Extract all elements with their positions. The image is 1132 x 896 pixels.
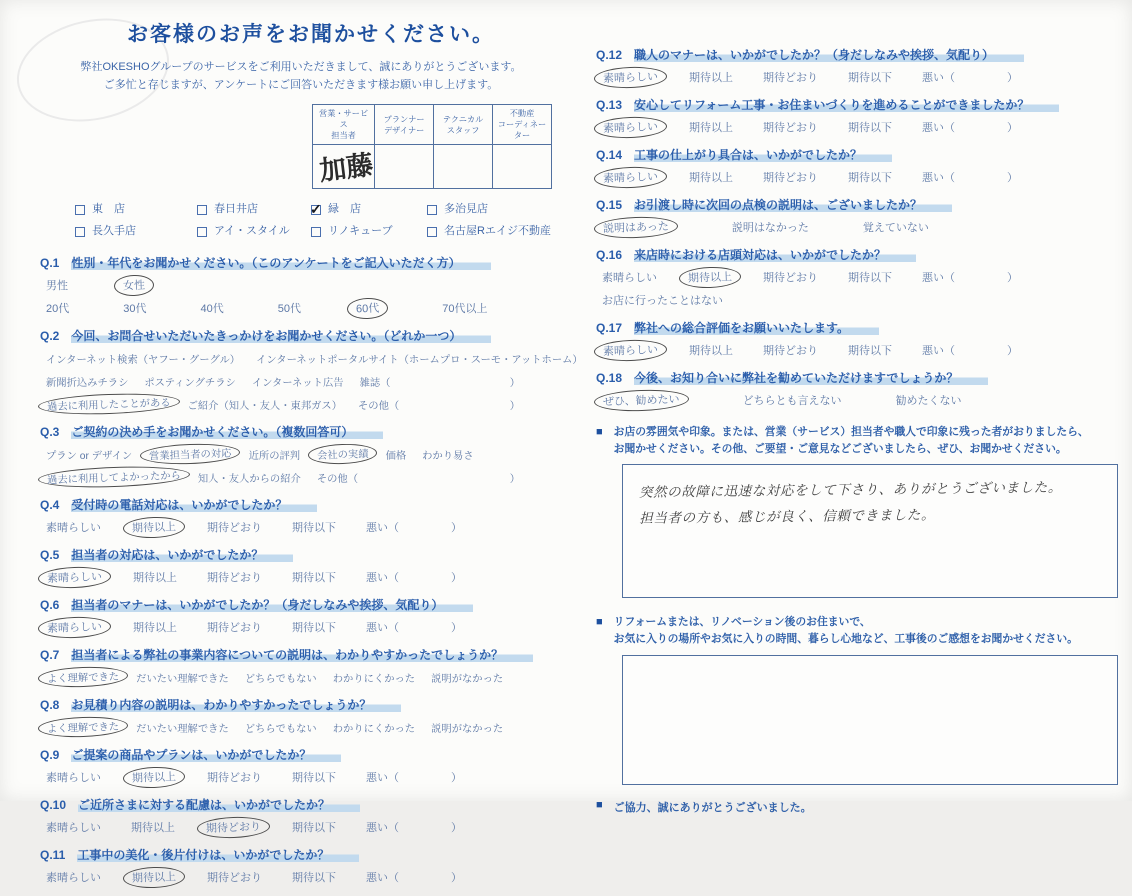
question-title: お見積り内容の説明は、わかりやすかったでしょうか？ [71, 698, 401, 712]
option: 期待どおり [763, 345, 818, 357]
option: 期待どおり [207, 872, 262, 885]
store-option [311, 221, 427, 242]
comment-section-impressions [596, 424, 1124, 598]
question-number: Q.4 [40, 498, 60, 513]
comment-header-line-2: お気に入りの場所やお気に入りの時間、暮らし心地など、工事後のご感想をお聞かせください。 [613, 633, 1078, 646]
close-paren: ） [509, 400, 520, 412]
option-circled: 説明はあった [594, 215, 679, 239]
question-header [596, 369, 1124, 386]
question-number: Q.9 [40, 748, 60, 763]
option: 悪い（ [366, 872, 399, 885]
question-header [40, 327, 552, 344]
option-circled: 過去に利用したことがある [38, 392, 180, 417]
question-title: ご近所さまに対する配慮は、いかがでしたか？ [78, 798, 360, 812]
comment-section-text [614, 424, 1089, 457]
option: 悪い（ [366, 572, 399, 585]
option-row [46, 869, 492, 885]
checkbox [75, 205, 85, 215]
option: 勧めたくない [895, 395, 962, 407]
checkbox [310, 201, 322, 218]
comment-header-line-2: お聞かせください。その他、ご要望・ご意見などございましたら、ぜひ、お聞かせください。 [613, 442, 1067, 455]
question-block [40, 796, 552, 835]
option: 悪い（ [922, 172, 955, 184]
option: ご紹介（知人・友人・東邦ガス） [187, 400, 343, 412]
checkbox [311, 227, 321, 237]
question-block [596, 146, 1124, 185]
option: わかりにくかった [332, 723, 416, 735]
option-circled: 素晴らしい [594, 115, 668, 139]
store-label: アイ・スタイル [214, 224, 290, 237]
store-label: 緑 店 [328, 203, 361, 216]
left-column [40, 8, 583, 896]
staff-cell-planner [375, 145, 434, 189]
question-block [40, 546, 552, 585]
option: 期待以上 [689, 345, 733, 357]
store-row [75, 199, 552, 220]
option: 悪い（ [922, 122, 955, 134]
question-header [40, 796, 552, 813]
option: 覚えていない [862, 222, 929, 234]
question-header [40, 254, 552, 271]
intro-line-2: ご多忙と存じますが、アンケートにご回答いただきます様お願い申し上げます。 [103, 79, 499, 92]
question-block [40, 423, 552, 485]
option-circled: 営業担当者の対応 [140, 443, 241, 466]
option: 素晴らしい [46, 772, 101, 785]
page-title: お客様のお声をお聞かせください。 [127, 23, 495, 46]
option: 悪い（ [922, 345, 955, 357]
question-header [40, 496, 552, 513]
option: 期待以上 [689, 122, 733, 134]
option-row [46, 277, 492, 293]
question-block [40, 846, 552, 885]
question-block [40, 254, 552, 316]
option: 期待どおり [763, 172, 818, 184]
comment-section-header [596, 424, 1124, 457]
option: お店に行ったことはない [602, 295, 723, 307]
option-row [602, 292, 1048, 308]
close-paren: ） [451, 522, 462, 535]
option-circled: 素晴らしい [594, 65, 668, 89]
question-block [596, 369, 1124, 408]
question-block [40, 596, 552, 635]
question-number: Q.8 [40, 698, 60, 713]
question-header [40, 696, 552, 713]
staff-col-label: デザイナー [383, 125, 425, 135]
store-row [75, 221, 552, 242]
option: その他（ [316, 473, 359, 485]
option: 悪い（ [366, 622, 399, 635]
option: 悪い（ [922, 72, 955, 84]
question-block [40, 646, 552, 685]
store-label: 春日井店 [214, 203, 258, 216]
store-option [197, 221, 311, 242]
option-row [46, 300, 492, 316]
question-title: 今後、お知り合いに弊社を勧めていただけますでしょうか？ [634, 371, 988, 385]
option: 説明がなかった [431, 673, 504, 685]
close-paren: ） [451, 872, 462, 885]
staff-col-label: コーディネーター [497, 120, 547, 141]
question-block [596, 196, 1124, 235]
question-number: Q.17 [596, 321, 623, 335]
question-title: 担当者の対応は、いかがでしたか？ [71, 548, 293, 562]
question-number: Q.16 [596, 248, 623, 262]
option-row [46, 669, 536, 685]
question-header [596, 196, 1124, 213]
square-bullet-icon: ■ [596, 426, 603, 438]
question-number: Q.11 [40, 848, 66, 863]
store-option [311, 199, 427, 220]
option: 期待どおり [763, 72, 818, 84]
option-circled: 期待以上 [679, 265, 742, 288]
store-option [427, 199, 488, 220]
option: インターネットポータルサイト（ホームプロ・スーモ・アットホーム） [256, 354, 583, 366]
close-paren: ） [509, 473, 520, 485]
staff-table-header-row [313, 105, 552, 145]
question-title: 職人のマナーは、いかがでしたか？（身だしなみや挨拶、気配り） [634, 48, 1024, 62]
question-number: Q.12 [596, 48, 623, 62]
closing-row [596, 799, 1124, 815]
option: 20代 [46, 303, 70, 316]
close-paren: ） [1007, 122, 1018, 134]
option: 説明がなかった [431, 723, 504, 735]
staff-col-technical [434, 105, 493, 145]
questions-right [596, 46, 1124, 408]
option-row [602, 119, 1048, 135]
check-mark-icon: ✓ [310, 201, 322, 218]
option-row [46, 446, 536, 462]
question-block [596, 96, 1124, 135]
question-title: ご提案の商品やプランは、いかがでしたか？ [71, 748, 341, 762]
option-circled: 素晴らしい [594, 165, 668, 189]
option: わかりにくかった [332, 673, 416, 685]
question-title: 受付時の電話対応は、いかがでしたか？ [71, 498, 317, 512]
question-number: Q.2 [40, 329, 60, 344]
handwritten-comment-line-2: 担当者の方も、感じが良く、信頼できました。 [639, 507, 936, 528]
option-circled: よく理解できた [38, 666, 129, 689]
option: 素晴らしい [46, 872, 101, 885]
option: 悪い（ [922, 272, 955, 284]
option: 期待どおり [207, 772, 262, 785]
option-circled: 期待以上 [123, 766, 186, 789]
question-block [596, 46, 1124, 85]
option-circled: ぜひ、勧めたい [594, 388, 689, 412]
store-label: 名古屋Rエイジ不動産 [444, 224, 551, 237]
question-title: ご契約の決め手をお聞かせください。（複数回答可） [71, 425, 383, 439]
checkbox [427, 227, 437, 237]
option-row [602, 169, 1048, 185]
option-circled: 期待以上 [123, 866, 186, 889]
option-circled: 60代 [347, 297, 389, 319]
question-number: Q.6 [40, 598, 60, 613]
option-circled: 女性 [114, 274, 155, 296]
option: 期待どおり [207, 622, 262, 635]
question-header [40, 423, 552, 440]
option: 50代 [277, 303, 301, 316]
option: だいたい理解できた [136, 723, 229, 735]
option: 期待以下 [292, 872, 336, 885]
store-option [75, 221, 197, 242]
option-row [46, 719, 536, 735]
option-row [602, 269, 1048, 285]
option-circled: 過去に利用してよかったから [38, 465, 190, 490]
comment-section-after-renovation [596, 614, 1124, 784]
option: 男性 [46, 280, 68, 293]
option: 期待以下 [848, 72, 892, 84]
option: 期待以上 [133, 622, 177, 635]
option-row [46, 769, 492, 785]
close-paren: ） [451, 822, 462, 835]
comment-section-header [596, 614, 1124, 647]
option: 近所の評判 [248, 450, 301, 462]
question-title: 弊社への総合評価をお願いいたします。 [634, 321, 879, 335]
checkbox [427, 205, 437, 215]
staff-col-label: テクニカル [442, 114, 484, 124]
option: 素晴らしい [46, 522, 101, 535]
option: 40代 [200, 303, 224, 316]
staff-col-label: 営業・サービス [319, 109, 369, 130]
option: 30代 [123, 303, 147, 316]
option-row [46, 819, 492, 835]
question-number: Q.14 [596, 148, 623, 162]
option: 価格 [385, 450, 407, 462]
staff-col-label: 不動産 [509, 109, 535, 119]
questions-left [40, 254, 583, 885]
question-title: 担当者のマナーは、いかがでしたか？（身だしなみや挨拶、気配り） [71, 598, 473, 612]
question-title: 担当者による弊社の事業内容についての説明は、わかりやすかったでしょうか？ [71, 648, 533, 662]
question-block [596, 319, 1124, 358]
option-circled: 会社の実績 [308, 443, 378, 465]
handwritten-signature: 加藤 [317, 149, 376, 188]
question-number: Q.15 [596, 198, 623, 212]
option-row [46, 469, 536, 485]
option: どちらでもない [244, 723, 317, 735]
staff-cell-sales [313, 145, 375, 189]
question-number: Q.1 [40, 256, 60, 271]
staff-col-label: プランナー [383, 114, 425, 124]
store-option [75, 199, 197, 220]
staff-col-label: 担当者 [331, 131, 356, 141]
staff-cell-realestate [493, 145, 552, 189]
question-header [596, 319, 1124, 336]
option: インターネット検索（ヤフー・グーグル） [46, 354, 241, 366]
staff-col-sales [313, 105, 375, 145]
handwritten-comment [623, 462, 1118, 533]
option: 新聞折込みチラシ [46, 377, 129, 389]
option: 期待以上 [689, 72, 733, 84]
close-paren: ） [451, 572, 462, 585]
option: わかり易さ [422, 450, 474, 462]
option: 期待以下 [848, 272, 892, 284]
option-row [602, 392, 1048, 408]
option: どちらとも言えない [742, 395, 842, 407]
option-row [46, 619, 492, 635]
square-bullet-icon: ■ [596, 616, 603, 629]
staff-table-entry-row [313, 145, 552, 189]
option: 期待以上 [133, 572, 177, 585]
option: 期待以下 [848, 345, 892, 357]
option: 期待どおり [763, 122, 818, 134]
question-number: Q.18 [596, 371, 623, 385]
handwritten-comment-line-1: 突然の故障に迅速な対応をして下さり、ありがとうございました。 [638, 480, 1062, 502]
store-checkbox-group [75, 199, 552, 242]
question-header [596, 246, 1124, 263]
question-title: 工事の仕上がり具合は、いかがでしたか？ [634, 148, 892, 162]
option: 雑誌（ [359, 377, 391, 389]
question-title: お引渡し時に次回の点検の説明は、ございましたか？ [634, 198, 952, 212]
option: 期待以下 [848, 122, 892, 134]
option-circled: 期待以上 [123, 516, 186, 539]
option-row [602, 342, 1048, 358]
option: インターネット広告 [251, 377, 344, 389]
option: プラン or デザイン [46, 450, 133, 462]
close-paren: ） [509, 377, 520, 389]
store-option [427, 221, 551, 242]
square-bullet-icon: ■ [596, 798, 603, 811]
question-header [596, 146, 1124, 163]
option-row [46, 519, 492, 535]
staff-col-planner [375, 105, 434, 145]
comment-box-impressions [622, 464, 1118, 598]
close-paren: ） [1007, 172, 1018, 184]
option-circled: 素晴らしい [38, 616, 112, 640]
question-block [40, 696, 552, 735]
store-label: 東 店 [92, 203, 125, 216]
close-paren: ） [451, 772, 462, 785]
option-circled: 素晴らしい [38, 566, 112, 590]
question-number: Q.13 [596, 98, 623, 112]
question-block [40, 327, 583, 414]
option: 悪い（ [366, 822, 399, 835]
question-block [40, 746, 552, 785]
option: どちらでもない [244, 673, 317, 685]
option: 期待どおり [763, 272, 818, 284]
question-number: Q.3 [40, 425, 60, 440]
option: 期待以下 [292, 772, 336, 785]
staff-col-realestate [493, 105, 552, 145]
closing-text: ご協力、誠にありがとうございました。 [613, 801, 812, 814]
option-circled: 期待どおり [197, 816, 271, 840]
option: 知人・友人からの紹介 [197, 473, 301, 485]
staff-col-label: スタッフ [446, 125, 480, 135]
question-number: Q.7 [40, 648, 60, 663]
option: 悪い（ [366, 772, 399, 785]
question-header [596, 96, 1124, 113]
question-block [40, 496, 552, 535]
staff-cell-technical [434, 145, 493, 189]
intro-text [50, 58, 552, 94]
option: 期待どおり [207, 572, 262, 585]
close-paren: ） [1007, 345, 1018, 357]
staff-role-table [312, 104, 552, 189]
option: 期待以下 [848, 172, 892, 184]
comment-section-text [614, 614, 1078, 647]
question-title: 来店時における店頭対応は、いかがでしたか？ [634, 248, 916, 262]
checkbox [197, 227, 207, 237]
question-header [40, 846, 552, 863]
close-paren: ） [1007, 72, 1018, 84]
option-row [602, 69, 1048, 85]
option: 期待以下 [292, 572, 336, 585]
question-title: 安心してリフォーム工事・お住まいづくりを進めることができましたか？ [634, 98, 1059, 112]
question-title: 工事中の美化・後片付けは、いかがでしたか？ [77, 848, 359, 862]
question-header [40, 596, 552, 613]
intro-line-1: 弊社OKESHOグループのサービスをご利用いただきまして、誠にありがとうございます。 [80, 61, 522, 73]
option: 悪い（ [366, 522, 399, 535]
question-block [596, 246, 1124, 308]
close-paren: ） [451, 622, 462, 635]
close-paren: ） [1007, 272, 1018, 284]
option-row [46, 373, 536, 389]
option: その他（ [358, 400, 400, 412]
option: 期待以下 [292, 822, 336, 835]
option: 説明はなかった [731, 222, 809, 234]
option: だいたい理解できた [136, 673, 229, 685]
option-row [46, 350, 583, 366]
question-title: 今回、お問合せいただいたきっかけをお聞かせください。（どれか一つ） [71, 329, 491, 343]
comment-header-line-1: お店の雰囲気や印象。または、営業（サービス）担当者や職人で印象に残った者がおりましたら、 [613, 426, 1089, 438]
question-header [40, 646, 552, 663]
comment-box-after-renovation [622, 655, 1118, 785]
right-column [596, 46, 1124, 815]
store-label: 多治見店 [444, 203, 488, 216]
checkbox [75, 227, 85, 237]
question-header [596, 46, 1124, 63]
checkbox [197, 205, 207, 215]
option: ポスティングチラシ [144, 377, 236, 389]
option-row [46, 396, 536, 412]
store-label: 長久手店 [92, 224, 136, 237]
question-header [40, 546, 552, 563]
option: 素晴らしい [46, 822, 101, 835]
comment-header-line-1: リフォームまたは、リノベーション後のお住まいで、 [613, 616, 871, 629]
option: 期待以下 [292, 522, 336, 535]
question-number: Q.10 [40, 798, 67, 813]
option: 期待以上 [131, 822, 175, 835]
question-header [40, 746, 552, 763]
option: 期待以上 [689, 172, 733, 184]
option-row [602, 219, 1048, 235]
option: 期待どおり [207, 522, 262, 535]
question-title: 性別・年代をお聞かせください。（このアンケートをご記入いただく方） [71, 256, 490, 270]
option: 70代以上 [442, 303, 488, 316]
option-row [46, 569, 492, 585]
option: 期待以下 [292, 622, 336, 635]
store-label: リノキューブ [328, 224, 393, 237]
store-option [197, 199, 311, 220]
option-circled: よく理解できた [38, 716, 129, 739]
option-circled: 素晴らしい [594, 338, 668, 362]
option: 素晴らしい [602, 272, 657, 284]
question-number: Q.5 [40, 548, 60, 563]
